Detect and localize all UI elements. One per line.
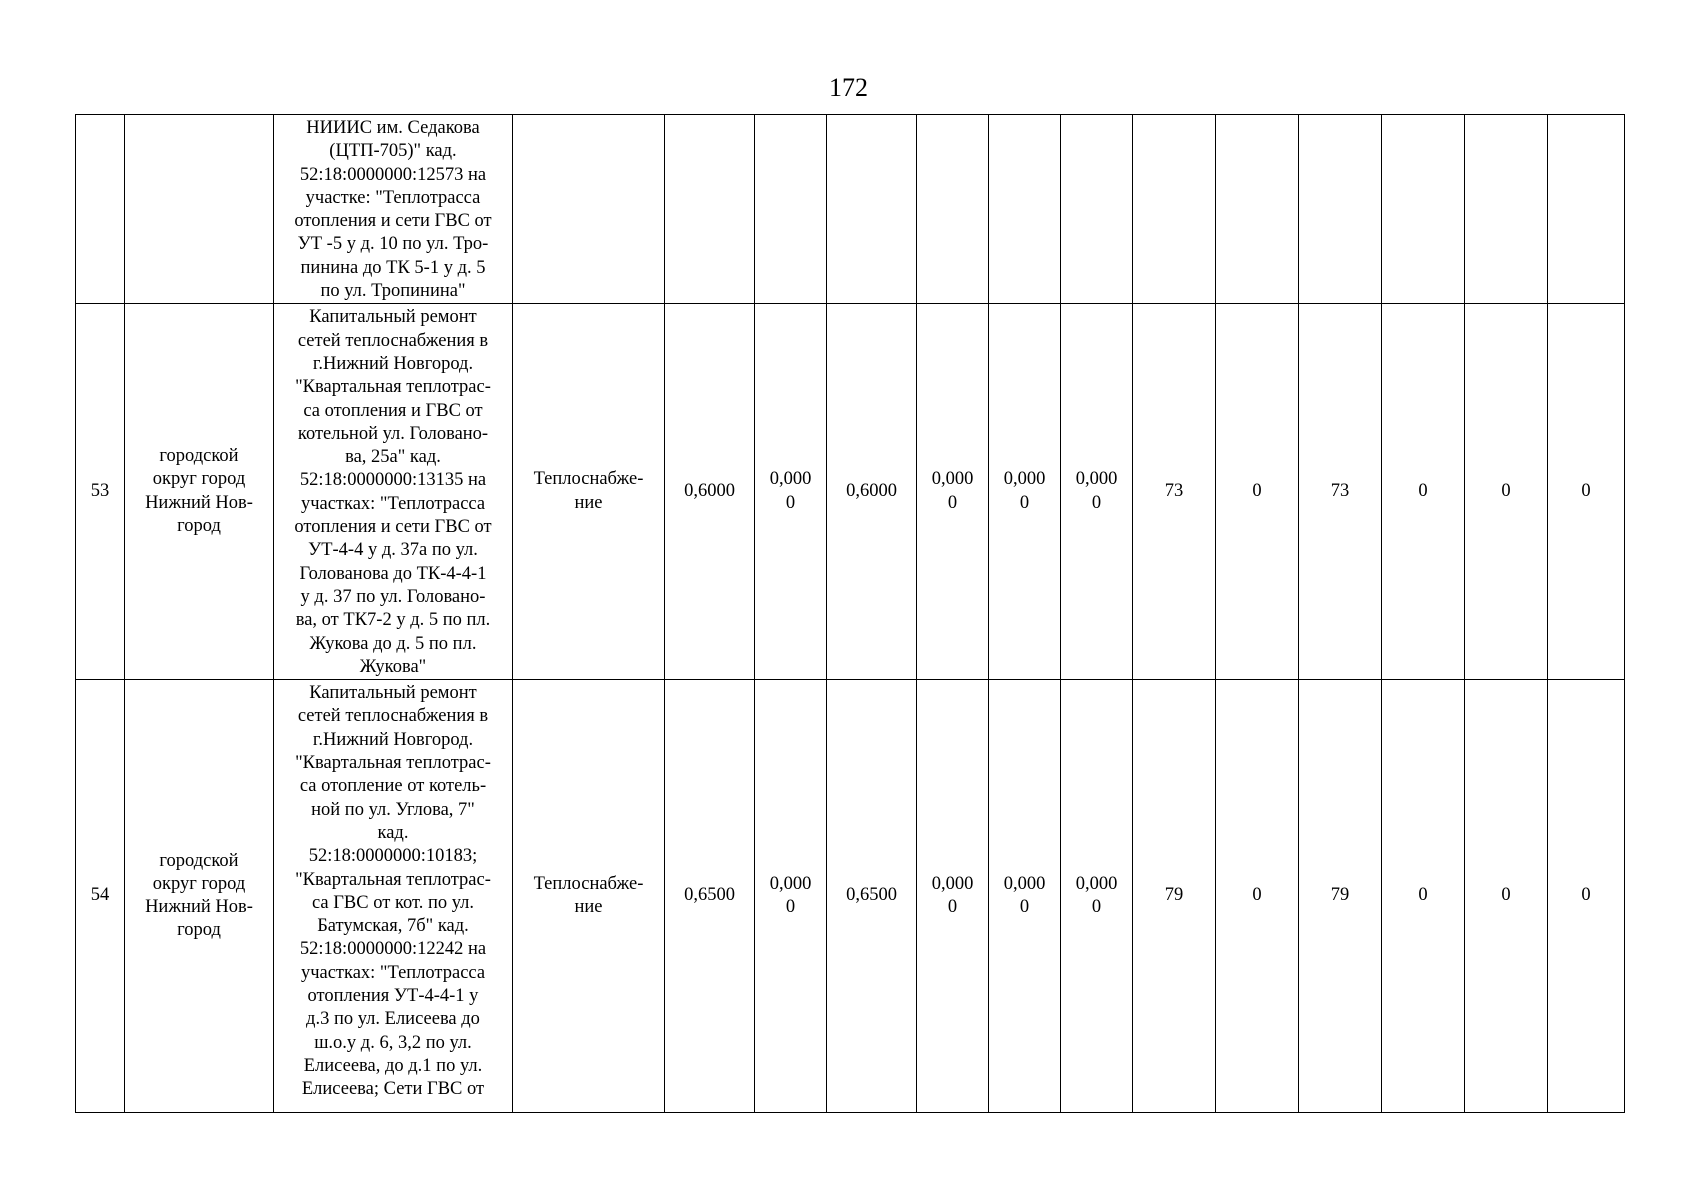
value-cell: 0,000 0 <box>917 680 989 1113</box>
value-cell <box>917 115 989 304</box>
description-cell: Капитальный ремонт сетей теплоснабжения в г.Нижний Новгород. "Квартальная теплотрас- са отопления и ГВС от котельной ул. Головано- ва, 25а" кад. 52:18:0000000:13135 на участках: "Теплотрасса отопления и сети ГВС от УТ-4-4 у д. 37а по ул. Голованова до ТК-4-4-1 у д. 37 по ул. Головано- ва, от ТК7-2 у д. 5 по пл. Жукова до д. 5 по пл. Жукова" <box>274 304 513 680</box>
value-cell: 0 <box>1382 680 1465 1113</box>
value-cell <box>1465 115 1548 304</box>
sector-cell <box>513 115 665 304</box>
value-cell: 0 <box>1382 304 1465 680</box>
value-cell: 0 <box>1548 680 1625 1113</box>
value-cell: 0 <box>1216 304 1299 680</box>
value-cell: 0 <box>1465 304 1548 680</box>
value-cell: 0,000 0 <box>1061 304 1133 680</box>
investment-table <box>75 114 1625 1113</box>
value-cell: 0,6000 <box>665 304 755 680</box>
value-cell: 0,000 0 <box>755 680 827 1113</box>
value-cell: 0,6500 <box>665 680 755 1113</box>
row-number <box>76 115 125 304</box>
table-row <box>76 680 1625 1113</box>
value-cell: 0 <box>1216 680 1299 1113</box>
table-row <box>76 115 1625 304</box>
row-number: 53 <box>76 304 125 680</box>
value-cell: 0 <box>1548 304 1625 680</box>
value-cell <box>989 115 1061 304</box>
description-cell: НИИИС им. Седакова (ЦТП-705)" кад. 52:18:0000000:12573 на участке: "Теплотрасса отопления и сети ГВС от УТ -5 у д. 10 по ул. Тро- пинина до ТК 5-1 у д. 5 по ул. Тропинина" <box>274 115 513 304</box>
territory-cell: городской округ город Нижний Нов- город <box>125 304 274 680</box>
sector-cell: Теплоснабже- ние <box>513 680 665 1113</box>
value-cell <box>665 115 755 304</box>
value-cell: 79 <box>1133 680 1216 1113</box>
value-cell <box>1299 115 1382 304</box>
value-cell: 73 <box>1299 304 1382 680</box>
sector-cell: Теплоснабже- ние <box>513 304 665 680</box>
value-cell <box>755 115 827 304</box>
page-number: 172 <box>829 73 868 102</box>
value-cell <box>1061 115 1133 304</box>
value-cell <box>1216 115 1299 304</box>
row-number: 54 <box>76 680 125 1113</box>
territory-cell <box>125 115 274 304</box>
value-cell: 0,000 0 <box>989 680 1061 1113</box>
description-cell: Капитальный ремонт сетей теплоснабжения в г.Нижний Новгород. "Квартальная теплотрас- са отопление от котель- ной по ул. Углова, 7" кад. 52:18:0000000:10183; "Квартальная теплотрас- са ГВС от кот. по ул. Батумская, 7б" кад. 52:18:0000000:12242 на участках: "Теплотрасса отопления УТ-4-4-1 у д.3 по ул. Елисеева до ш.о.у д. 6, 3,2 по ул. Елисеева, до д.1 по ул. Елисеева; Сети ГВС от <box>274 680 513 1113</box>
value-cell: 0,000 0 <box>917 304 989 680</box>
value-cell <box>1548 115 1625 304</box>
territory-cell: городской округ город Нижний Нов- город <box>125 680 274 1113</box>
table-row <box>76 304 1625 680</box>
value-cell: 79 <box>1299 680 1382 1113</box>
value-cell <box>1133 115 1216 304</box>
value-cell: 0 <box>1465 680 1548 1113</box>
value-cell: 73 <box>1133 304 1216 680</box>
value-cell <box>827 115 917 304</box>
value-cell: 0,6000 <box>827 304 917 680</box>
value-cell: 0,6500 <box>827 680 917 1113</box>
value-cell: 0,000 0 <box>755 304 827 680</box>
value-cell: 0,000 0 <box>989 304 1061 680</box>
value-cell: 0,000 0 <box>1061 680 1133 1113</box>
value-cell <box>1382 115 1465 304</box>
